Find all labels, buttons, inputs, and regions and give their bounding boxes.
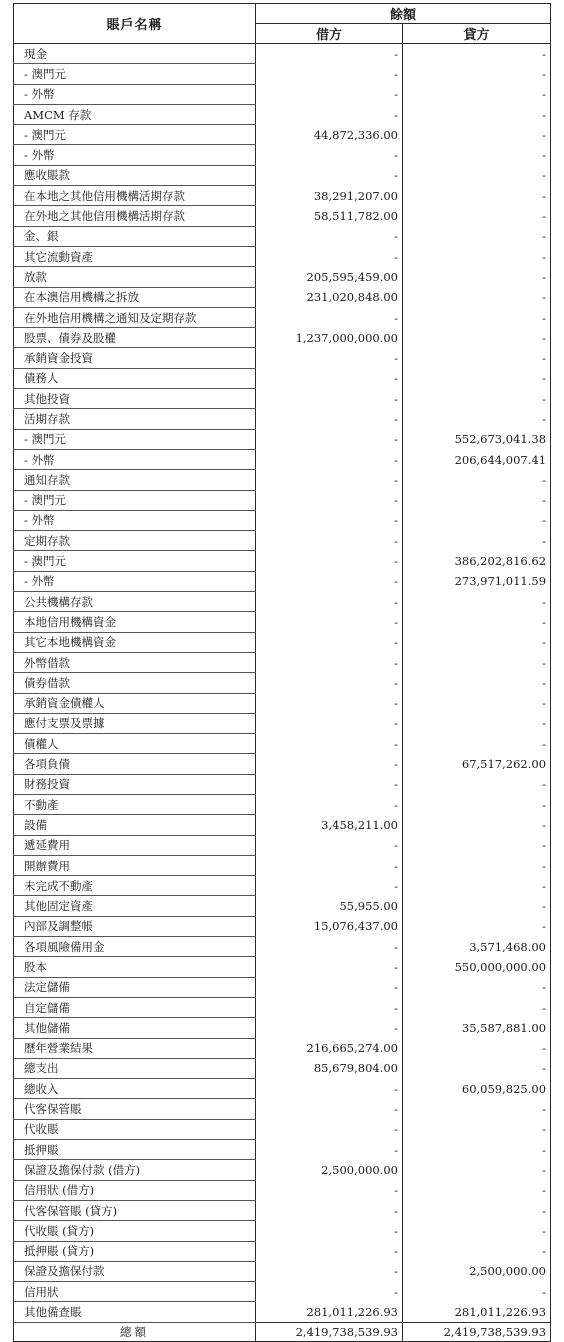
debit-cell: - [256, 1241, 403, 1261]
debit-cell: - [256, 510, 403, 530]
table-row [14, 551, 551, 571]
table-footer [14, 1322, 551, 1341]
table-row [14, 1302, 551, 1322]
credit-cell: - [403, 64, 551, 84]
debit-cell: - [256, 673, 403, 693]
credit-cell: - [403, 226, 551, 246]
credit-cell: - [403, 1038, 551, 1058]
debit-cell: - [256, 348, 403, 368]
debit-cell: - [256, 104, 403, 124]
table-row [14, 328, 551, 348]
account-name-cell: 設備 [14, 815, 256, 835]
credit-cell: - [403, 287, 551, 307]
debit-cell: - [256, 876, 403, 896]
table-row [14, 977, 551, 997]
table-row [14, 876, 551, 896]
debit-cell: - [256, 449, 403, 469]
credit-cell: - [403, 409, 551, 429]
account-name-cell: - 澳門元 [14, 429, 256, 449]
debit-cell: - [256, 307, 403, 327]
debit-cell: - [256, 835, 403, 855]
account-name-cell: 應收賬款 [14, 165, 256, 185]
account-name-cell: AMCM 存款 [14, 104, 256, 124]
account-name-cell: 開辦費用 [14, 855, 256, 875]
credit-cell: 35,587,881.00 [403, 1018, 551, 1038]
credit-cell: - [403, 632, 551, 652]
account-name-cell: 代客保管賬 [14, 1099, 256, 1119]
credit-cell: - [403, 1119, 551, 1139]
account-name-cell: 公共機構存款 [14, 592, 256, 612]
account-name-cell: - 澳門元 [14, 551, 256, 571]
credit-cell: - [403, 267, 551, 287]
account-name-cell: 財務投資 [14, 774, 256, 794]
balance-table [13, 3, 551, 1342]
debit-cell: - [256, 246, 403, 266]
table-row [14, 348, 551, 368]
account-name-cell: 不動產 [14, 794, 256, 814]
account-name-cell: 其他備查賬 [14, 1302, 256, 1322]
balance-header: 餘額 [256, 4, 551, 24]
debit-cell: - [256, 997, 403, 1017]
account-name-cell: 通知存款 [14, 470, 256, 490]
account-name-cell: - 外幣 [14, 510, 256, 530]
credit-cell: - [403, 1160, 551, 1180]
credit-cell: - [403, 368, 551, 388]
debit-cell: - [256, 409, 403, 429]
credit-cell: - [403, 1058, 551, 1078]
debit-cell: - [256, 977, 403, 997]
table-row [14, 409, 551, 429]
credit-cell: - [403, 815, 551, 835]
account-name-cell: 內部及調整帳 [14, 916, 256, 936]
credit-header: 貸方 [403, 24, 551, 44]
account-name-cell: 其他儲備 [14, 1018, 256, 1038]
credit-cell: - [403, 734, 551, 754]
account-name-cell: - 澳門元 [14, 490, 256, 510]
debit-cell: - [256, 855, 403, 875]
debit-cell: - [256, 571, 403, 591]
table-row [14, 1241, 551, 1261]
debit-cell: - [256, 165, 403, 185]
account-name-cell: 總收入 [14, 1079, 256, 1099]
table-row [14, 754, 551, 774]
credit-cell: 281,011,226.93 [403, 1302, 551, 1322]
credit-cell: - [403, 896, 551, 916]
debit-cell: - [256, 1261, 403, 1281]
credit-cell: 67,517,262.00 [403, 754, 551, 774]
debit-cell: 1,237,000,000.00 [256, 328, 403, 348]
account-name-cell: 外幣借款 [14, 652, 256, 672]
account-name-cell: 法定儲備 [14, 977, 256, 997]
debit-cell: 205,595,459.00 [256, 267, 403, 287]
table-row [14, 64, 551, 84]
table-row [14, 896, 551, 916]
table-row [14, 165, 551, 185]
table-row [14, 592, 551, 612]
credit-cell: 550,000,000.00 [403, 957, 551, 977]
debit-cell: - [256, 389, 403, 409]
debit-cell: 55,955.00 [256, 896, 403, 916]
credit-cell: - [403, 186, 551, 206]
account-name-cell: 在外地之其他信用機構活期存款 [14, 206, 256, 226]
debit-cell: - [256, 592, 403, 612]
debit-cell: - [256, 937, 403, 957]
credit-cell: - [403, 652, 551, 672]
account-name-cell: 其它流動資產 [14, 246, 256, 266]
credit-cell: 3,571,468.00 [403, 937, 551, 957]
table-row [14, 835, 551, 855]
table-row [14, 1261, 551, 1281]
account-name-cell: 現金 [14, 44, 256, 64]
debit-cell: 2,500,000.00 [256, 1160, 403, 1180]
credit-cell: 206,644,007.41 [403, 449, 551, 469]
debit-cell: - [256, 490, 403, 510]
account-name-cell: 應付支票及票據 [14, 713, 256, 733]
debit-cell: 58,511,782.00 [256, 206, 403, 226]
credit-cell: 552,673,041.38 [403, 429, 551, 449]
table-row [14, 774, 551, 794]
account-name-cell: 歷年營業結果 [14, 1038, 256, 1058]
account-name-cell: 在本澳信用機構之拆放 [14, 287, 256, 307]
credit-cell: - [403, 389, 551, 409]
credit-cell: - [403, 774, 551, 794]
debit-cell: - [256, 429, 403, 449]
table-row [14, 1160, 551, 1180]
table-row [14, 1282, 551, 1302]
credit-cell: - [403, 592, 551, 612]
credit-cell: - [403, 1099, 551, 1119]
table-row [14, 206, 551, 226]
table-row [14, 612, 551, 632]
account-name-cell: 遞延費用 [14, 835, 256, 855]
debit-cell: - [256, 1282, 403, 1302]
trial-balance-sheet [13, 3, 550, 1342]
total-credit: 2,419,738,539.93 [403, 1322, 551, 1341]
table-row [14, 855, 551, 875]
debit-cell: - [256, 84, 403, 104]
debit-cell: 231,020,848.00 [256, 287, 403, 307]
total-label: 總額 [14, 1322, 256, 1341]
credit-cell: - [403, 1221, 551, 1241]
total-debit: 2,419,738,539.93 [256, 1322, 403, 1341]
table-row [14, 186, 551, 206]
credit-cell: - [403, 673, 551, 693]
debit-cell: - [256, 1099, 403, 1119]
account-name-cell: 本地信用機構資金 [14, 612, 256, 632]
debit-cell: - [256, 957, 403, 977]
account-name-cell: 其他投資 [14, 389, 256, 409]
account-name-cell: - 外幣 [14, 449, 256, 469]
debit-cell: - [256, 713, 403, 733]
debit-cell: - [256, 693, 403, 713]
account-name-cell: 各項負債 [14, 754, 256, 774]
debit-cell: 281,011,226.93 [256, 1302, 403, 1322]
table-row [14, 957, 551, 977]
credit-cell: - [403, 246, 551, 266]
credit-cell: - [403, 876, 551, 896]
debit-cell: - [256, 774, 403, 794]
credit-cell: - [403, 713, 551, 733]
credit-cell: - [403, 44, 551, 64]
account-name-cell: 承銷資金投資 [14, 348, 256, 368]
account-name-cell: 代客保管賬 (貸方) [14, 1200, 256, 1220]
account-name-cell: 代收賬 [14, 1119, 256, 1139]
table-row [14, 734, 551, 754]
credit-cell: - [403, 1241, 551, 1261]
account-name-cell: 抵押賬 (貸方) [14, 1241, 256, 1261]
table-row [14, 1200, 551, 1220]
table-row [14, 368, 551, 388]
debit-cell: - [256, 44, 403, 64]
credit-cell: 2,500,000.00 [403, 1261, 551, 1281]
account-name-cell: 代收賬 (貸方) [14, 1221, 256, 1241]
table-row [14, 794, 551, 814]
credit-cell: - [403, 835, 551, 855]
credit-cell: 273,971,011.59 [403, 571, 551, 591]
account-name-cell: 抵押賬 [14, 1140, 256, 1160]
table-row [14, 449, 551, 469]
debit-cell: 38,291,207.00 [256, 186, 403, 206]
table-row [14, 226, 551, 246]
table-row [14, 307, 551, 327]
debit-cell: - [256, 145, 403, 165]
debit-cell: - [256, 64, 403, 84]
debit-cell: - [256, 1180, 403, 1200]
table-row [14, 652, 551, 672]
account-name-cell: 股本 [14, 957, 256, 977]
table-row [14, 145, 551, 165]
account-name-cell: 未完成不動產 [14, 876, 256, 896]
credit-cell: - [403, 1180, 551, 1200]
table-row [14, 84, 551, 104]
table-row [14, 1038, 551, 1058]
credit-cell: - [403, 977, 551, 997]
table-row [14, 571, 551, 591]
credit-cell: - [403, 997, 551, 1017]
table-row [14, 673, 551, 693]
account-name-cell: 各項風險備用金 [14, 937, 256, 957]
debit-cell: 85,679,804.00 [256, 1058, 403, 1078]
table-row [14, 104, 551, 124]
account-name-cell: 債權人 [14, 734, 256, 754]
credit-cell: - [403, 84, 551, 104]
table-row [14, 44, 551, 64]
debit-cell: 44,872,336.00 [256, 125, 403, 145]
account-name-cell: 定期存款 [14, 531, 256, 551]
debit-cell: 3,458,211.00 [256, 815, 403, 835]
table-row [14, 389, 551, 409]
table-row [14, 1058, 551, 1078]
account-name-cell: 股票、債券及股權 [14, 328, 256, 348]
table-row [14, 470, 551, 490]
account-name-cell: 信用狀 (借方) [14, 1180, 256, 1200]
debit-cell: - [256, 1079, 403, 1099]
debit-cell: - [256, 1119, 403, 1139]
account-name-cell: 在外地信用機構之通知及定期存款 [14, 307, 256, 327]
table-row [14, 1119, 551, 1139]
table-row [14, 429, 551, 449]
credit-cell: - [403, 531, 551, 551]
table-row [14, 267, 551, 287]
credit-cell: 386,202,816.62 [403, 551, 551, 571]
account-name-cell: - 外幣 [14, 571, 256, 591]
debit-header: 借方 [256, 24, 403, 44]
credit-cell: 60,059,825.00 [403, 1079, 551, 1099]
account-name-header: 賬戶名稱 [14, 4, 256, 44]
table-row [14, 287, 551, 307]
debit-cell: - [256, 1018, 403, 1038]
credit-cell: - [403, 855, 551, 875]
table-row [14, 693, 551, 713]
account-name-cell: 其它本地機構資金 [14, 632, 256, 652]
table-row [14, 997, 551, 1017]
credit-cell: - [403, 1140, 551, 1160]
account-name-cell: 其他固定資產 [14, 896, 256, 916]
credit-cell: - [403, 125, 551, 145]
table-header [14, 4, 551, 44]
table-row [14, 815, 551, 835]
credit-cell: - [403, 612, 551, 632]
table-row [14, 937, 551, 957]
table-row [14, 713, 551, 733]
debit-cell: - [256, 632, 403, 652]
debit-cell: - [256, 551, 403, 571]
account-name-cell: 保證及擔保付款 [14, 1261, 256, 1281]
debit-cell: - [256, 612, 403, 632]
account-name-cell: 信用狀 [14, 1282, 256, 1302]
debit-cell: - [256, 1200, 403, 1220]
credit-cell: - [403, 328, 551, 348]
account-name-cell: 債務人 [14, 368, 256, 388]
credit-cell: - [403, 490, 551, 510]
credit-cell: - [403, 348, 551, 368]
table-row [14, 125, 551, 145]
table-row [14, 1099, 551, 1119]
table-row [14, 246, 551, 266]
account-name-cell: 保證及擔保付款 (借方) [14, 1160, 256, 1180]
credit-cell: - [403, 916, 551, 936]
credit-cell: - [403, 470, 551, 490]
credit-cell: - [403, 1282, 551, 1302]
debit-cell: - [256, 1140, 403, 1160]
credit-cell: - [403, 145, 551, 165]
debit-cell: - [256, 734, 403, 754]
account-name-cell: - 澳門元 [14, 64, 256, 84]
account-name-cell: - 澳門元 [14, 125, 256, 145]
credit-cell: - [403, 1200, 551, 1220]
account-name-cell: - 外幣 [14, 84, 256, 104]
credit-cell: - [403, 307, 551, 327]
table-row [14, 916, 551, 936]
table-row [14, 1018, 551, 1038]
table-row [14, 531, 551, 551]
table-row [14, 1180, 551, 1200]
account-name-cell: 債券借款 [14, 673, 256, 693]
account-name-cell: 在本地之其他信用機構活期存款 [14, 186, 256, 206]
total-row [14, 1322, 551, 1341]
debit-cell: - [256, 531, 403, 551]
account-name-cell: 自定儲備 [14, 997, 256, 1017]
table-body [14, 44, 551, 1323]
table-row [14, 510, 551, 530]
table-row [14, 1221, 551, 1241]
account-name-cell: 總支出 [14, 1058, 256, 1078]
account-name-cell: 金、銀 [14, 226, 256, 246]
debit-cell: - [256, 652, 403, 672]
credit-cell: - [403, 510, 551, 530]
debit-cell: - [256, 470, 403, 490]
account-name-cell: 承銷資金債權人 [14, 693, 256, 713]
account-name-cell: - 外幣 [14, 145, 256, 165]
table-row [14, 632, 551, 652]
table-row [14, 490, 551, 510]
debit-cell: 15,076,437.00 [256, 916, 403, 936]
credit-cell: - [403, 206, 551, 226]
table-row [14, 1079, 551, 1099]
credit-cell: - [403, 693, 551, 713]
credit-cell: - [403, 165, 551, 185]
debit-cell: 216,665,274.00 [256, 1038, 403, 1058]
debit-cell: - [256, 368, 403, 388]
account-name-cell: 放款 [14, 267, 256, 287]
table-row [14, 1140, 551, 1160]
debit-cell: - [256, 1221, 403, 1241]
debit-cell: - [256, 794, 403, 814]
account-name-cell: 活期存款 [14, 409, 256, 429]
debit-cell: - [256, 754, 403, 774]
credit-cell: - [403, 104, 551, 124]
debit-cell: - [256, 226, 403, 246]
credit-cell: - [403, 794, 551, 814]
